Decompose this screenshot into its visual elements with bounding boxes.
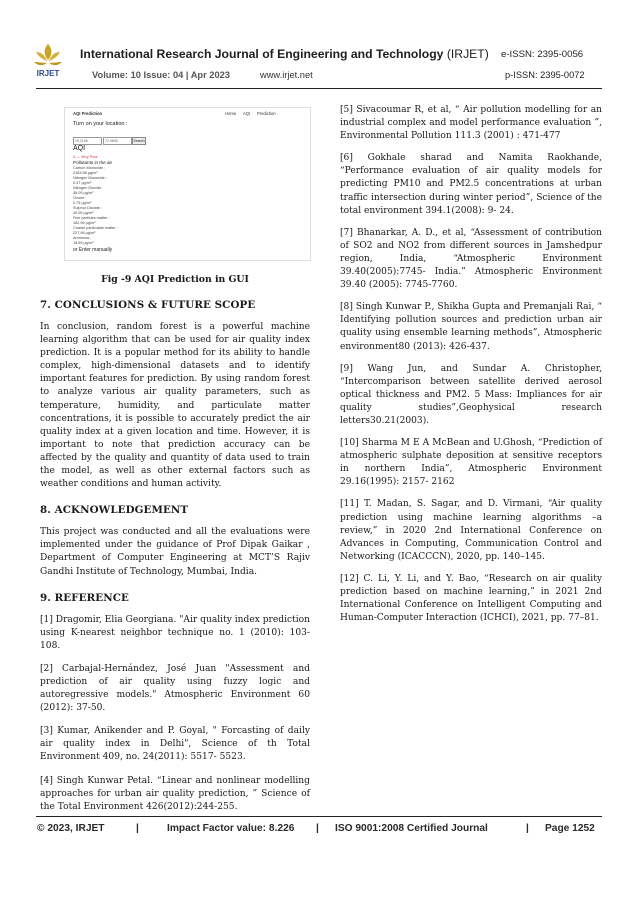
logo-text: IRJET: [36, 69, 60, 78]
reference-item: [5] Sivacoumar R, et al, “ Air pollution modelling for an industrial complex and model performance evaluation ”, Environmental Pollution 111.3 (2001) : 471-477: [340, 105, 602, 142]
footer-sep-2: |: [316, 823, 319, 834]
reference-item: [9] Wang Jun, and Sundar A. Christopher, “Intercomparison between satellite derived aerosol optical thickness and PM2. 5 Mass: Impliances for air quality studies”,Geophysical research letters30.21(2003).: [340, 363, 602, 426]
reference-item: [8] Singh Kunwar P., Shikha Gupta and Premanjali Rai, “ Identifying pollution sources and prediction urban air quality using ensemble learning methods”, Atmospheric environment80 (2013): 426-437.: [340, 302, 602, 352]
figure-pollutant-line: Fine particles matter :: [73, 216, 110, 220]
right-column: [340, 104, 602, 634]
figure-pollutant-line: Nitrogen Dioxide :: [73, 186, 104, 190]
journal-abbrev: (IRJET): [446, 47, 489, 61]
aqi-gui-screenshot: [64, 107, 311, 261]
figure-lon-input: 72.9896: [103, 137, 132, 145]
figure-nav-title: AQI Prediction: [73, 111, 103, 116]
p-issn: p-ISSN: 2395-0072: [505, 70, 585, 80]
figure-pollutant-line: Coarse particulate matter :: [73, 226, 118, 230]
figure-pollutant-line: Sulphur Dioxide :: [73, 206, 102, 210]
figure-aqi-heading: AQI: [73, 145, 86, 152]
reference-item: [12] C. Li, Y. Li, and Y. Bao, “Research on air quality prediction based on machine learning,” in 2021 2nd International Conference on Intelligent Computing and Human-Computer Interaction (ICHCI), 2021, pp. 77–81.: [340, 573, 602, 624]
figure-pollutant-line: 36.09 µg/m³: [73, 191, 94, 195]
figure-pollutant-line: Nitrogen Monoxide :: [73, 176, 107, 180]
figure-pollutant-line: Ammonia :: [73, 236, 92, 240]
e-issn: e-ISSN: 2395-0056: [501, 49, 584, 60]
reference-item: [11] T. Madan, S. Sagar, and D. Virmani, “Air quality prediction using machine learning algorithms –a review,” in 2020 2nd International Conference on Advances in Computing, Communication Control and Networking (ICACCCN), 2020, pp. 140–145.: [340, 499, 602, 562]
reference-item: [2] Carbajal-Hernández, José Juan "Assessment and prediction of air quality using fuzzy logic and autoregressive models." Atmospheric Environment 60 (2012): 37-50.: [40, 663, 310, 714]
website-link[interactable]: www.irjet.net: [260, 70, 313, 80]
irjet-logo: [28, 40, 68, 80]
figure-pollutant-line: 18.69 µg/m³: [73, 241, 94, 245]
footer-iso: ISO 9001:2008 Certified Journal: [335, 823, 488, 834]
figure-enter-manually: or Enter manually: [73, 247, 113, 253]
footer-page: Page 1252: [545, 823, 595, 834]
figure-search-button: Search: [133, 139, 145, 143]
reference-item: [3] Kumar, Anikender and P. Goyal, " Forcasting of daily air quality index in Delhi", Science of th Total Environment 409, no. 24(2011): 5517- 5523.: [40, 726, 310, 763]
footer-sep-3: |: [526, 823, 529, 834]
figure-pollutant-line: 40.05 µg/m³: [73, 211, 94, 215]
footer-impact: Impact Factor value: 8.226: [167, 823, 295, 834]
figure-pollutants-heading: Pollutants in the air: [73, 160, 113, 165]
reference-item: [4] Singh Kunwar Petal. “Linear and nonlinear modelling approaches for urban air quality prediction, ” Science of the Total Environment 426(2012):244-255.: [40, 775, 310, 812]
reference-item: [6] Gokhale sharad and Namita Raokhande, “Performance evaluation of air quality models for predicting PM10 and PM2.5 concentrations at urban traffic intersection during winter period”, Science of the total environment 394.1(2008): 9- 24.: [340, 153, 602, 216]
conclusion-heading: 7. CONCLUSIONS & FUTURE SCOPE: [40, 299, 256, 311]
acknowledgement-paragraph: This project was conducted and all the evaluations were implemented under the guidance of Prof Dipak Gaikar , Department of Computer Engineering at MCT’S Rajiv Gandhi Institute of Technology, Mumbai, India.: [40, 527, 310, 577]
left-reference-list: [40, 614, 310, 814]
figure-navbar: [65, 108, 310, 118]
figure-caption: Fig -9 AQI Prediction in GUI: [101, 274, 249, 285]
reference-item: [1] Dragomir, Elia Georgiana. "Air quality index prediction using K-nearest neighbor technique no. 1 (2010): 103-108.: [40, 614, 310, 651]
reference-heading: 9. REFERENCE: [40, 591, 129, 604]
figure-nav-aqi: AQI: [243, 111, 251, 116]
figure-nav-home: Home: [225, 111, 237, 116]
figure-pollutant-line: Ozone :: [73, 196, 87, 200]
page-header: [0, 0, 638, 96]
acknowledgement-heading: 8. ACKNOWLEDGEMENT: [40, 504, 189, 517]
reference-item: [10] Sharma M E A McBean and U.Ghosh, “Prediction of atmospheric sulphate deposition at sensitive receptors in northern India”, Atmospheric Environment 29.16(1995): 2157- 2162: [340, 438, 602, 488]
journal-name: International Research Journal of Engineering and Technology: [80, 47, 444, 61]
journal-title: [80, 47, 489, 61]
figure-aqi-status: 4 — Very Poor: [73, 155, 98, 159]
figure-pollutant-line: 0.37 µg/m³: [73, 181, 92, 185]
figure-pollutant-line: 2.75 µg/m³: [73, 201, 92, 205]
figure-pollutant-line: 182.96 µg/m³: [73, 221, 96, 225]
volume-issue: Volume: 10 Issue: 04 | Apr 2023: [92, 70, 230, 80]
figure-pollutant-line: 227.96 µg/m³: [73, 231, 96, 235]
footer-divider: [36, 816, 602, 817]
footer-copyright: © 2023, IRJET: [37, 823, 105, 834]
figure-pollutant-line: 2183.58 µg/m³: [73, 171, 98, 175]
figure-lat-input: 19.2166: [73, 137, 102, 145]
footer-sep-1: |: [136, 823, 139, 834]
header-divider: [36, 88, 602, 89]
left-column: [40, 299, 310, 824]
figure-turn-on-label: Turn on your location :: [73, 121, 128, 127]
conclusion-paragraph: In conclusion, random forest is a powerful machine learning algorithm that can be used for air quality index prediction. It is a popular method for its ability to handle complex, high-dimensional datasets and to identify important features for prediction. By using random forest to analyze various air quality parameters, such as temperature, humidity, and particulate matter concentrations, it is possible to accurately predict the air quality index at a given location and time. However, it is important to note that prediction accuracy can be affected by the quality and quantity of data used to train the model, as well as other external factors such as weather conditions and human activity.: [40, 322, 310, 490]
reference-item: [7] Bhanarkar, A. D., et al, “Assessment of contribution of SO2 and NO2 from different sources in Jamshedpur region, India, “Atmospheric Environment 39.40(2005):7745- India.” Atmospheric Environment 39.40 (2005): 7745-7760.: [340, 227, 602, 291]
figure-pollutant-line: Carbon Monoxide :: [73, 166, 106, 170]
figure-nav-prediction: Prediction: [257, 111, 276, 116]
